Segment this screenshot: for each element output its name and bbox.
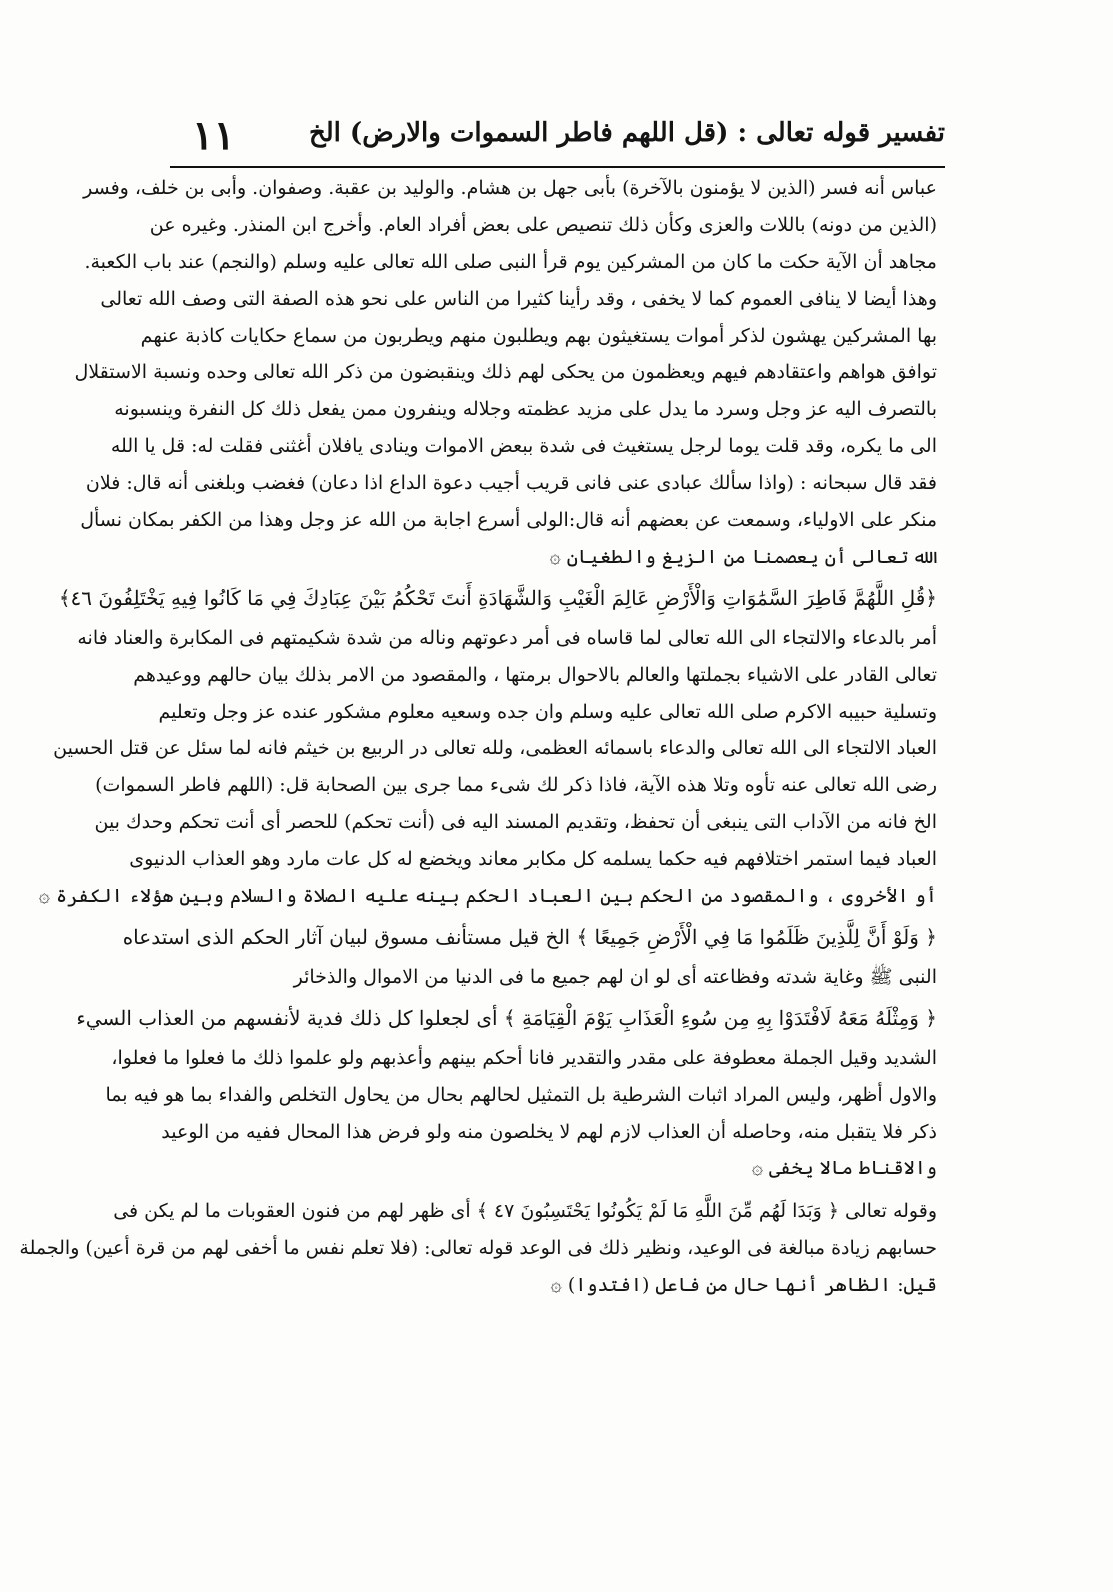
running-title: تفسير قوله تعالى : (قل اللهم فاطر السموات والارض) الخ (308, 118, 945, 148)
text-line: وقوله تعالى ﴿ وَبَدَا لَهُم مِّنَ اللَّهِ مَا لَمْ يَكُونُوا يَحْتَسِبُونَ ٤٧ ﴾ أى ظهر لهم من فنون العقوبات ما لم يكن فى (113, 1200, 937, 1223)
text-line: وتسلية حبيبه الاكرم صلى الله تعالى عليه وسلم وان جده وسعيه معلوم مشكور عنده عز وجل وتعليم (158, 700, 937, 723)
text-line: (الذين من دونه) باللات والعزى وكأن ذلك تنصيص على بعض أفراد العام. وأخرج ابن المنذر. وغيره عن (149, 213, 937, 236)
text-line: والاقناط مالا يخفى ۞ (751, 1157, 937, 1180)
text-line: أو الأخروى ، والمقصود من الحكم بين العباد الحكم بينه عليه الصلاة والسلام وبين هؤلاء الكفرة ۞ (38, 885, 937, 908)
text-line: وهذا أيضا لا ينافى العموم كما لا يخفى ، وقد رأينا كثيرا من الناس على نحو هذه الصفة التى وصف الله تعالى (100, 287, 937, 310)
quran-verse-46: ﴿قُلِ اللَّهُمَّ فَاطِرَ السَّمَٰوَاتِ وَالْأَرْضِ عَالِمَ الْغَيْبِ وَالشَّهَادَةِ أَنتَ تَحْكُمُ بَيْنَ عِبَادِكَ فِي مَا كَانُوا فِيهِ يَخْتَلِفُونَ ٤٦﴾ (58, 585, 937, 610)
text-line: بها المشركين يهشون لذكر أموات يستغيثون بهم ويطلبون منهم ويطربون من سماع حكايات كاذبة عنهم (140, 324, 937, 347)
quran-verse-47-cont: ﴿ وَمِثْلَهُ مَعَهُ لَافْتَدَوْا بِهِ مِن سُوءِ الْعَذَابِ يَوْمَ الْقِيَامَةِ ﴾ أى لجعلوا كل ذلك فدية لأنفسهم من العذاب السيء (76, 1005, 937, 1030)
paragraph-commentary-2 (38, 620, 937, 915)
paragraph-commentary-5 (19, 1193, 937, 1304)
text-line: الشديد وقيل الجملة معطوفة على مقدر والتقدير فانا أحكم بينهم وأعذبهم ولو علموا ذلك ما فعلوا ما فعلوا، (111, 1046, 937, 1069)
text-line: رضى الله تعالى عنه تأوه وتلا هذه الآية، فاذا ذكر لك شىء مما جرى بين الصحابة قل: (اللهم فاطر السموات) (95, 774, 937, 797)
text-line: والاول أظهر، وليس المراد اثبات الشرطية بل التمثيل لحالهم بحال من يحاول التخلص والفداء بما هو فيه بما (105, 1083, 937, 1106)
tafsir-text (19, 170, 937, 1304)
text-line: مجاهد أن الآية حكت ما كان من المشركين يوم قرأ النبى صلى الله تعالى عليه وسلم (والنجم) عند باب الكعبة. (84, 250, 937, 273)
text-line: ذكر فلا يتقبل منه، وحاصله أن العذاب لازم لهم لا يخلصون منه ولو فرض هذا المحال ففيه من الوعيد (161, 1120, 937, 1143)
text-line: الله تعالى أن يعصمنا من الزيغ والطغيان ۞ (549, 545, 937, 568)
text-line: عباس أنه فسر (الذين لا يؤمنون بالآخرة) بأبى جهل بن هشام. والوليد بن عقبة. وصفوان. وأبى بن خلف، وفسر (83, 177, 937, 199)
text-line: العباد فيما استمر اختلافهم فيه حكما يسلمه كل مكابر معاند ويخضع له كل عات مارد وهو العذاب الدنيوى (129, 848, 937, 871)
page-number: ١١ (192, 112, 235, 159)
text-line: توافق هواهم واعتقادهم فيهم ويعظمون من يحكى لهم ذلك وينقبضون من ذكر الله تعالى وحده ونسبة الاستقلال (74, 361, 937, 384)
page-header (170, 112, 945, 168)
text-line: أمر بالدعاء والالتجاء الى الله تعالى لما قاساه فى أمر دعوتهم وناله من شدة شكيمتهم فى المكابرة والعناد فانه (77, 626, 937, 649)
text-line: فقد قال سبحانه : (واذا سألك عبادى عنى فانى قريب أجيب دعوة الداع اذا دعان) فغضب وبلغنى أنه قال: فلان (85, 472, 937, 495)
paragraph-commentary-4 (105, 1040, 937, 1188)
paragraph-commentary-1 (74, 170, 937, 576)
text-line: منكر على الاولياء، وسمعت عن بعضهم أنه قال:الولى أسرع اجابة من الله عز وجل وهذا من الكفر بمكان نسأل (80, 509, 937, 532)
text-line: تعالى القادر على الاشياء بجملتها والعالم بالاحوال برمتها ، والمقصود من الامر بذلك بيان حالهم ووعيدهم (133, 663, 937, 686)
text-line: حسابهم زيادة مبالغة فى الوعيد، ونظير ذلك فى الوعد قوله تعالى: (فلا تعلم نفس ما أخفى لهم من قرة أعين) والجملة (19, 1237, 937, 1260)
paragraph-commentary-3 (176, 959, 937, 996)
text-line: الخ فانه من الآداب التى ينبغى أن تحفظ، وتقديم المسند اليه فى (أنت تحكم) للحصر أى أنت تحكم وحدك بين (94, 811, 937, 834)
header-rule (170, 166, 945, 168)
text-line: بالتصرف اليه عز وجل وسرد ما يدل على مزيد عظمته وجلاله وينفرون ممن يفعل ذلك كل النفرة وينسبونه (114, 398, 937, 421)
text-line: قيل: الظاهر أنها حال من فاعل (افتدوا) ۞ (550, 1274, 937, 1297)
text-line: الى ما يكره، وقد قلت يوما لرجل يستغيث فى شدة ببعض الاموات وينادى يافلان أغثنى فقلت له: قل يا الله (110, 435, 937, 458)
text-line: العباد الالتجاء الى الله تعالى والدعاء باسمائه العظمى، ولله تعالى در الربيع بن خيثم فانه لما سئل عن قتل الحسين (53, 737, 937, 760)
text-line: النبى ﷺ وغاية شدته وفظاعته أى لو ان لهم جميع ما فى الدنيا من الاموال والذخائر (293, 965, 937, 988)
quran-verse-47-start: ﴿ وَلَوْ أَنَّ لِلَّذِينَ ظَلَمُوا مَا فِي الْأَرْضِ جَمِيعًا ﴾ الخ قيل مستأنف مسوق لبيان آثار الحكم الذى استدعاه (122, 924, 937, 949)
